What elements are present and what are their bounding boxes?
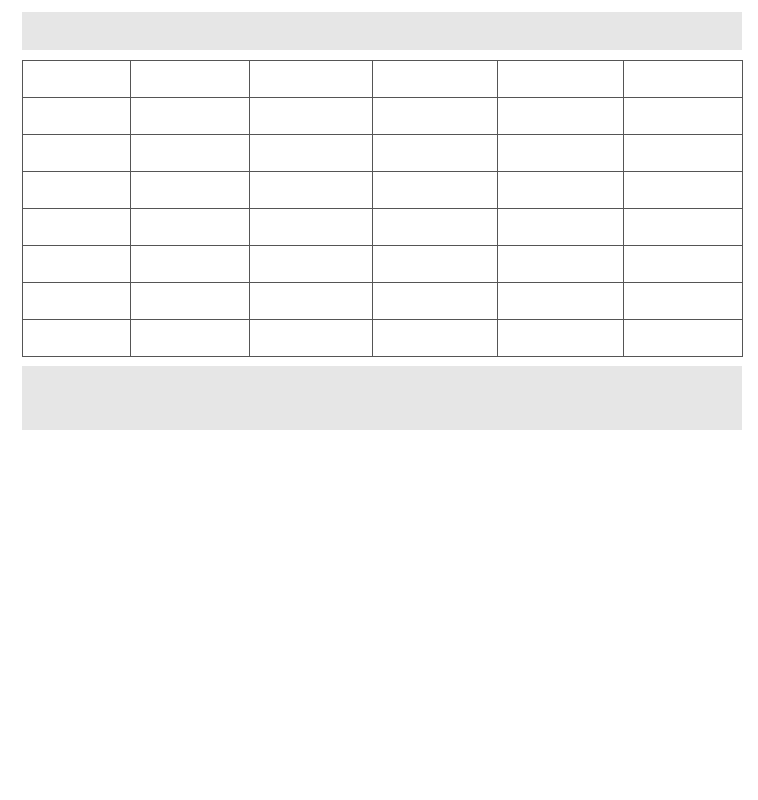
size-label: [23, 172, 131, 209]
table-row: [23, 135, 743, 172]
waist-value: [373, 246, 498, 283]
length-value: [131, 320, 250, 357]
shoulder-value: [250, 135, 373, 172]
waist-value: [373, 209, 498, 246]
shoulder-value: [250, 172, 373, 209]
shoulder-value: [250, 98, 373, 135]
sleeve-value: [624, 135, 743, 172]
table-row: [23, 283, 743, 320]
length-value: [131, 135, 250, 172]
header-waist: [373, 61, 498, 98]
header-length: [131, 61, 250, 98]
sleeve-value: [624, 98, 743, 135]
table-row: [23, 172, 743, 209]
waist-value: [373, 98, 498, 135]
remark-note: [22, 366, 742, 430]
shoulder-value: [250, 246, 373, 283]
chest-value: [498, 98, 624, 135]
sleeve-value: [624, 320, 743, 357]
length-value: [131, 172, 250, 209]
length-value: [131, 283, 250, 320]
table-row: [23, 98, 743, 135]
sleeve-value: [624, 172, 743, 209]
header-shoulder: [250, 61, 373, 98]
header-size: [23, 61, 131, 98]
table-row: [23, 320, 743, 357]
table-row: [23, 246, 743, 283]
length-value: [131, 246, 250, 283]
size-label: [23, 283, 131, 320]
sleeve-value: [624, 283, 743, 320]
chest-value: [498, 283, 624, 320]
size-label: [23, 209, 131, 246]
sleeve-value: [624, 246, 743, 283]
waist-value: [373, 172, 498, 209]
size-label: [23, 320, 131, 357]
size-label: [23, 246, 131, 283]
size-label: [23, 98, 131, 135]
waist-value: [373, 320, 498, 357]
chest-value: [498, 209, 624, 246]
waist-value: [373, 135, 498, 172]
size-label: [23, 135, 131, 172]
sleeve-value: [624, 209, 743, 246]
shoulder-value: [250, 283, 373, 320]
waist-value: [373, 283, 498, 320]
chest-value: [498, 246, 624, 283]
header-sleeve: [624, 61, 743, 98]
length-value: [131, 209, 250, 246]
table-row: [23, 209, 743, 246]
shoulder-value: [250, 209, 373, 246]
chest-value: [498, 135, 624, 172]
size-chart-table: [22, 60, 743, 357]
chest-value: [498, 320, 624, 357]
chest-value: [498, 172, 624, 209]
header-chest: [498, 61, 624, 98]
length-value: [131, 98, 250, 135]
size-header-bar: [22, 12, 742, 50]
shoulder-value: [250, 320, 373, 357]
size-table-header-row: [23, 61, 743, 98]
